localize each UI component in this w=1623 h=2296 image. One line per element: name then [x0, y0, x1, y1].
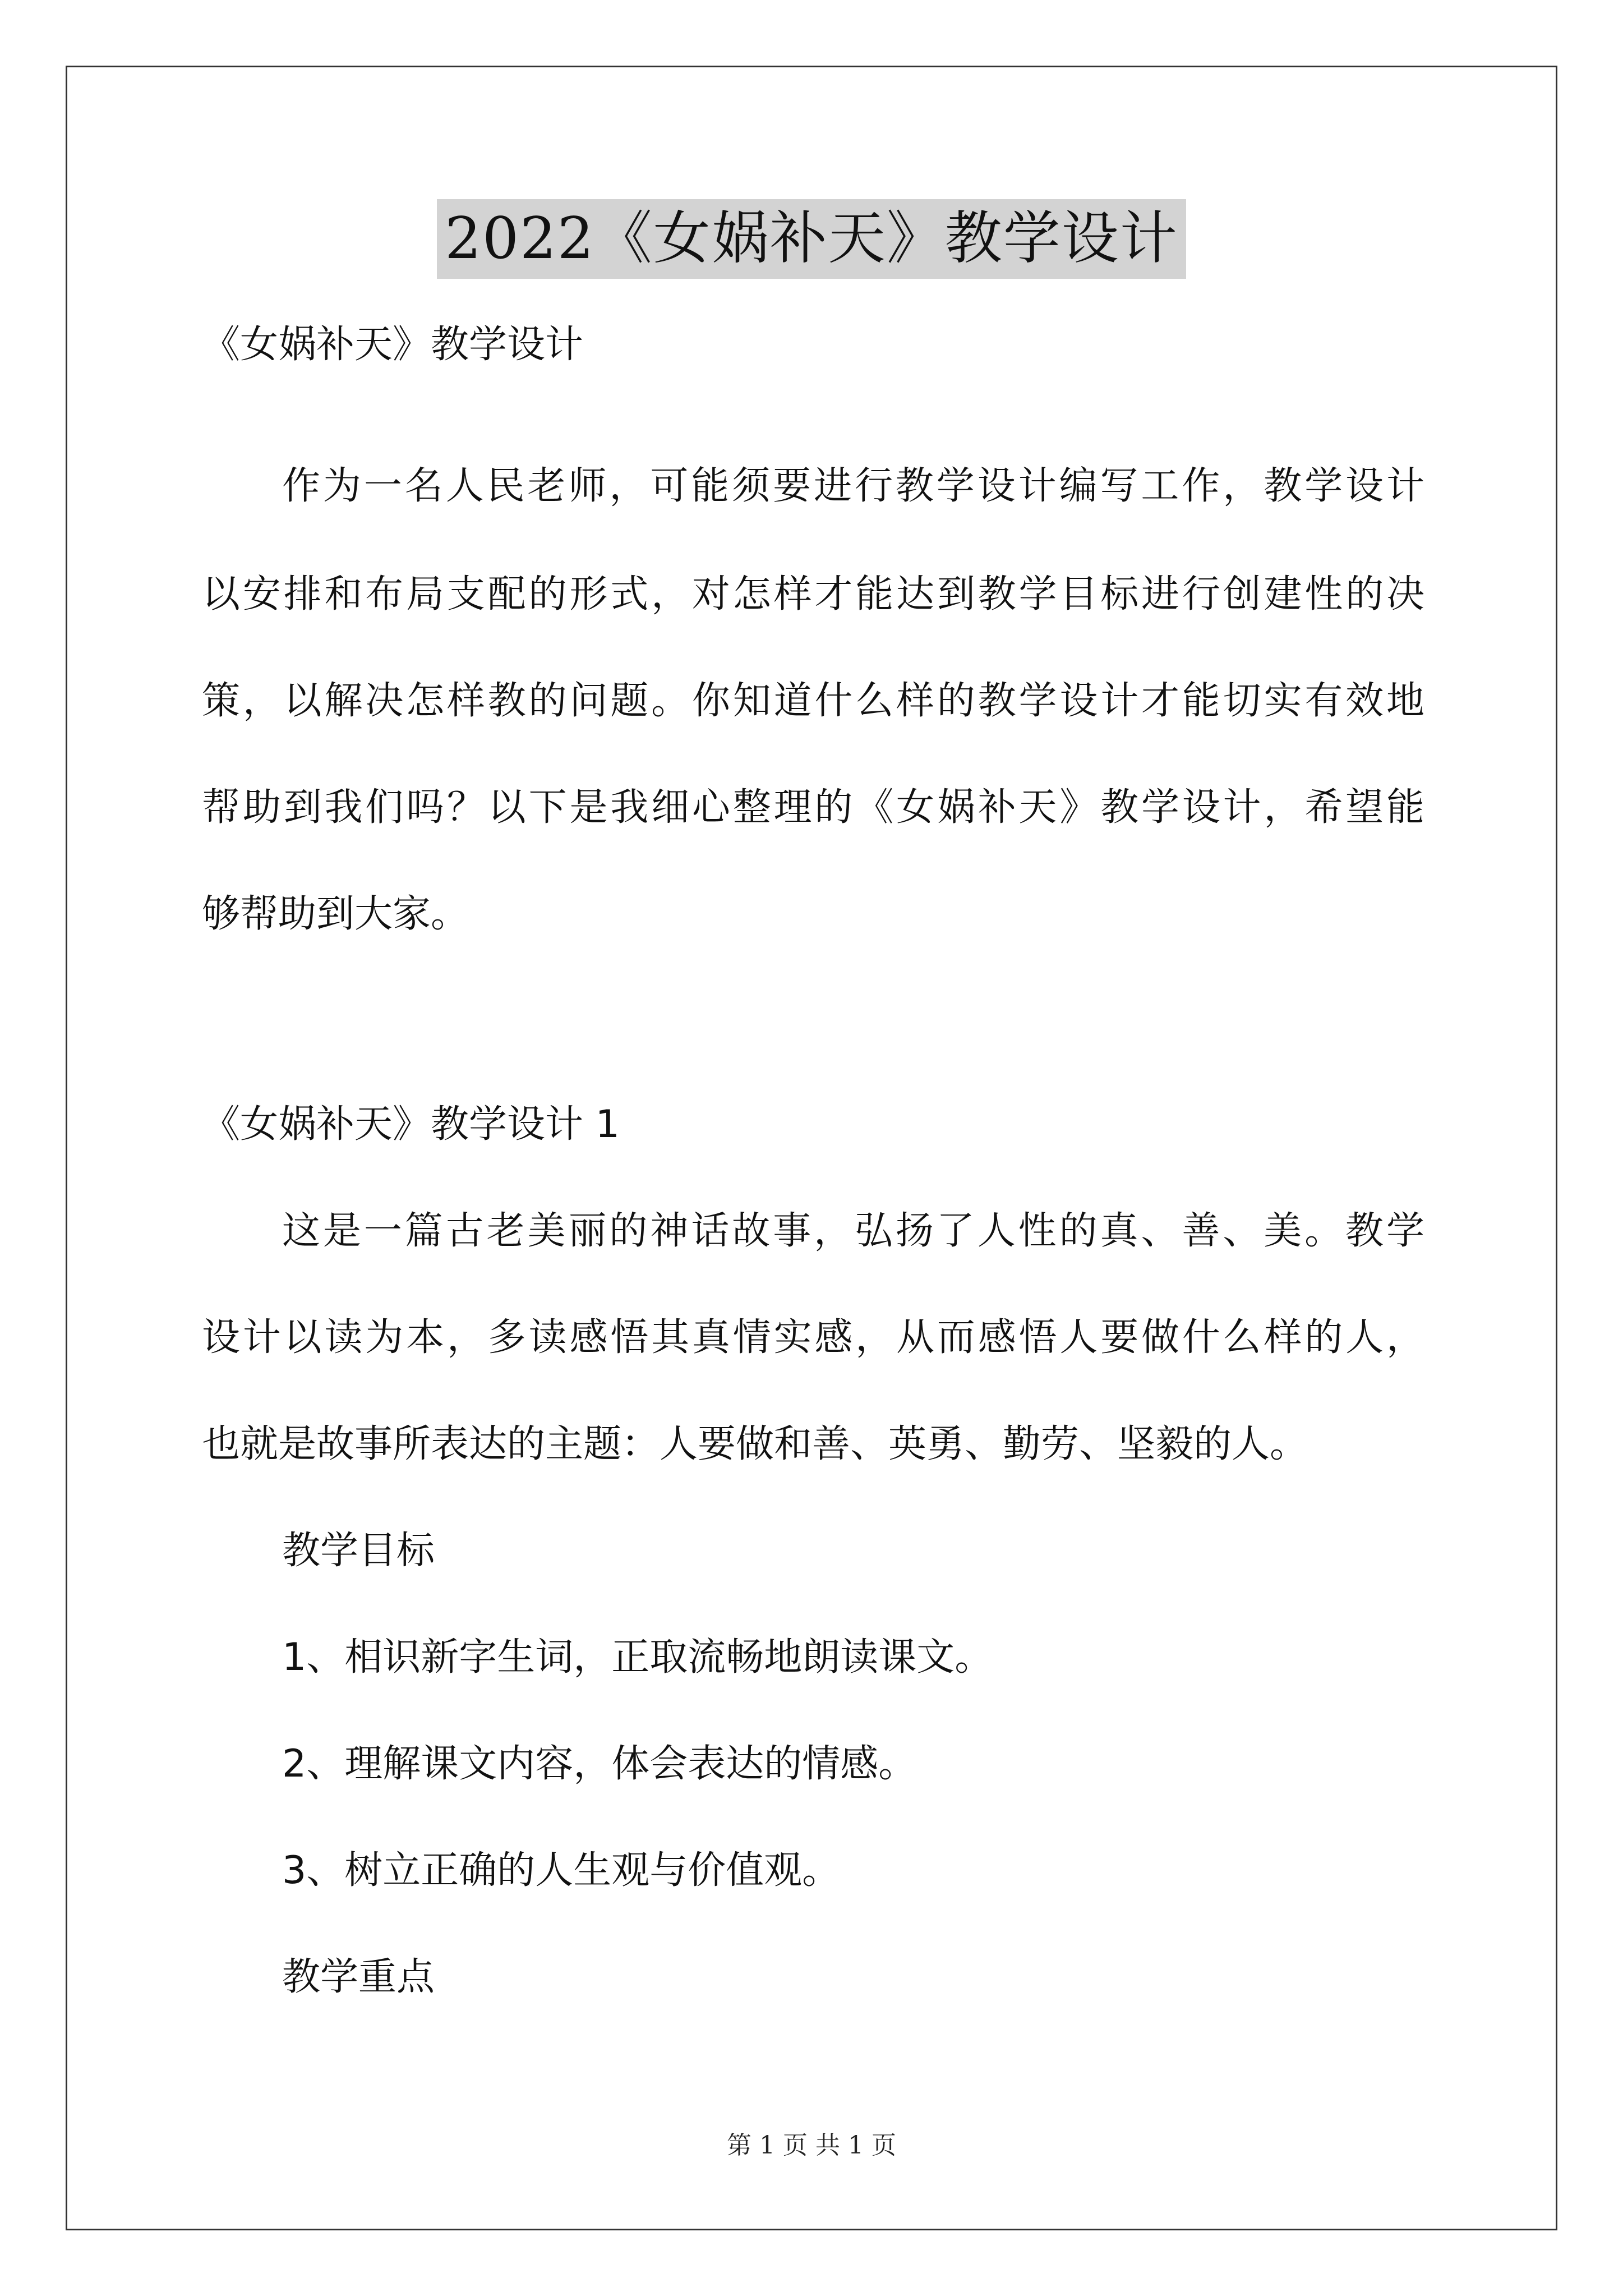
- goal-item: 1、相识新字生词，正取流畅地朗读课文。: [282, 1635, 993, 1680]
- intro-line: 够帮助到大家。: [202, 892, 469, 936]
- intro-line: 策，以解决怎样教的问题。你知道什么样的教学设计才能切实有效地: [202, 679, 1424, 723]
- intro-line: 帮助到我们吗？以下是我细心整理的《女娲补天》教学设计，希望能: [202, 785, 1424, 830]
- document-title: 2022《女娲补天》教学设计: [437, 199, 1186, 279]
- section1-line: 设计以读为本，多读感悟其真情实感，从而感悟人要做什么样的人，: [202, 1315, 1424, 1360]
- title-container: [0, 199, 1623, 279]
- intro-line: 作为一名人民老师，可能须要进行教学设计编写工作，教学设计: [282, 464, 1424, 508]
- section1-heading: 《女娲补天》教学设计 1: [202, 1102, 620, 1147]
- page-footer: 第 1 页 共 1 页: [727, 2131, 896, 2160]
- goal-item: 2、理解课文内容，体会表达的情感。: [282, 1742, 917, 1786]
- goals-heading: 教学目标: [282, 1529, 435, 1573]
- intro-heading: 《女娲补天》教学设计: [202, 323, 584, 367]
- key-points-heading: 教学重点: [282, 1955, 435, 1999]
- intro-line: 以安排和布局支配的形式，对怎样才能达到教学目标进行创建性的决: [202, 572, 1424, 616]
- section1-line: 这是一篇古老美丽的神话故事，弘扬了人性的真、善、美。教学: [282, 1209, 1424, 1253]
- section1-line: 也就是故事所表达的主题：人要做和善、英勇、勤劳、坚毅的人。: [202, 1422, 1308, 1466]
- goal-item: 3、树立正确的人生观与价值观。: [282, 1848, 841, 1893]
